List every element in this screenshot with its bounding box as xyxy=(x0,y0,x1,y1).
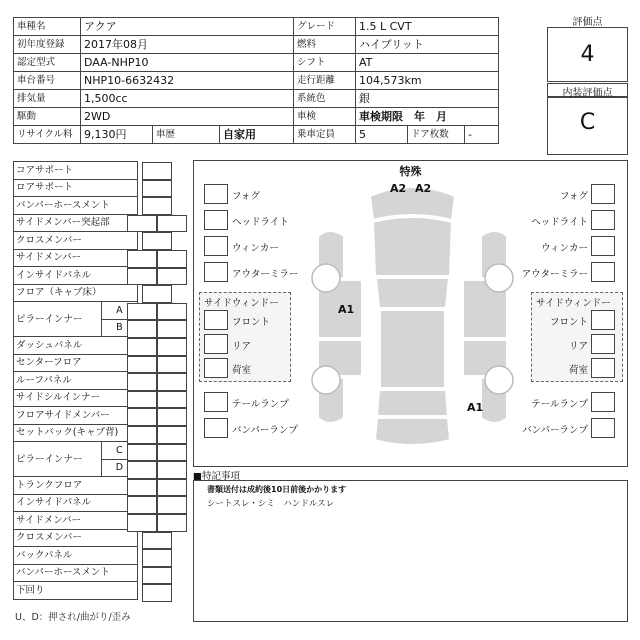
info-label: 燃料 xyxy=(294,36,356,54)
info-label: 走行距離 xyxy=(294,72,356,90)
part-check-box[interactable] xyxy=(142,180,172,198)
left-bottom-label: バンパーランプ xyxy=(232,425,298,436)
info-label: 車種名 xyxy=(14,18,81,36)
left-rear-wheel xyxy=(312,366,340,394)
part-check-box[interactable] xyxy=(157,496,187,514)
side-window-left-label: リア xyxy=(232,341,252,352)
info-row-last xyxy=(14,126,499,144)
windshield xyxy=(376,278,449,308)
info-value: 銀 xyxy=(356,90,499,108)
parts-row xyxy=(14,354,138,372)
right-item-label: フォグ xyxy=(559,191,588,202)
part-check-box[interactable] xyxy=(157,356,187,374)
info-row xyxy=(14,54,499,72)
side-window-right-label: フロント xyxy=(549,317,588,328)
part-check-box[interactable] xyxy=(127,303,157,321)
overall-score-label: 評価点 xyxy=(572,17,603,28)
right-check-box[interactable] xyxy=(591,184,615,204)
info-row xyxy=(14,108,499,126)
car-diagram xyxy=(300,178,525,453)
left-item-label: ウィンカー xyxy=(232,243,279,254)
part-check-box[interactable] xyxy=(157,338,187,356)
part-name: センターフロア xyxy=(14,354,138,372)
right-rear-wheel xyxy=(485,366,513,394)
right-bottom-label: テールランプ xyxy=(531,399,588,410)
part-check-box[interactable] xyxy=(127,356,157,374)
interior-score-label: 内装評価点 xyxy=(562,88,613,99)
info-row xyxy=(14,18,499,36)
part-name: フロア（キャブ床） xyxy=(14,284,138,302)
part-check-box[interactable] xyxy=(157,303,187,321)
left-front-wheel xyxy=(312,264,340,292)
info-row xyxy=(14,72,499,90)
part-check-box[interactable] xyxy=(127,215,157,233)
side-window-left-box[interactable] xyxy=(204,334,228,354)
part-check-box[interactable] xyxy=(157,391,187,409)
legend: U、D：押され/曲がり/歪み xyxy=(15,612,131,623)
part-check-box[interactable] xyxy=(127,514,157,532)
interior-score-value: C xyxy=(579,110,596,135)
front-bumper xyxy=(370,187,455,220)
damage-mark-left-door: A1 xyxy=(338,303,355,316)
info-label: 排気量 xyxy=(14,90,81,108)
part-check-box[interactable] xyxy=(127,373,157,391)
info-label: 車台番号 xyxy=(14,72,81,90)
parts-row xyxy=(14,197,138,215)
pillar-sub-label: A xyxy=(101,302,137,320)
part-name: セットバック(キャブ背) xyxy=(14,424,138,442)
right-bottom-box[interactable] xyxy=(591,392,615,412)
info-value: ハイブリット xyxy=(356,36,499,54)
parts-row xyxy=(14,512,138,530)
left-check-box[interactable] xyxy=(204,262,228,282)
right-check-box[interactable] xyxy=(591,262,615,282)
part-name: バックパネル xyxy=(14,547,138,565)
history-label: 車歴 xyxy=(153,126,220,143)
parts-row xyxy=(14,494,138,512)
right-front-wheel xyxy=(485,264,513,292)
parts-row xyxy=(14,564,138,582)
side-window-title-left: サイドウィンドー xyxy=(204,298,279,309)
part-check-box[interactable] xyxy=(127,408,157,426)
parts-row xyxy=(14,267,138,285)
parts-row xyxy=(14,389,138,407)
damage-mark-hood-right: A2 xyxy=(415,182,432,195)
damage-mark-hood-left: A2 xyxy=(390,182,407,195)
damage-mark-right-rear: A1 xyxy=(467,401,484,414)
left-item-label: アウターミラー xyxy=(232,269,299,280)
side-window-right-label: 荷室 xyxy=(568,365,588,376)
part-check-box[interactable] xyxy=(127,338,157,356)
part-name: コアサポート xyxy=(14,162,138,180)
info-value: DAA-NHP10 xyxy=(81,54,294,72)
left-bottom-box[interactable] xyxy=(204,392,228,412)
part-check-box[interactable] xyxy=(127,461,157,479)
pillar-sub-label: B xyxy=(101,319,137,337)
parts-row xyxy=(14,249,138,267)
right-item-label: ウィンカー xyxy=(541,243,588,254)
parts-row xyxy=(14,442,138,460)
left-bottom-label: テールランプ xyxy=(232,399,289,410)
part-check-box[interactable] xyxy=(127,444,157,462)
info-label: 車検 xyxy=(294,108,356,126)
part-check-box[interactable] xyxy=(127,250,157,268)
recycle-history-cell xyxy=(81,126,294,144)
info-label: 系統色 xyxy=(294,90,356,108)
right-check-box[interactable] xyxy=(591,210,615,230)
part-check-box[interactable] xyxy=(142,532,172,550)
parts-row xyxy=(14,372,138,390)
side-window-left-label: 荷室 xyxy=(232,365,252,376)
left-check-box[interactable] xyxy=(204,210,228,230)
overall-score-value: 4 xyxy=(580,42,595,67)
parts-row xyxy=(14,337,138,355)
info-value: 2WD xyxy=(81,108,294,126)
doors-label: ドア枚数 xyxy=(408,126,465,143)
part-check-box[interactable] xyxy=(142,549,172,567)
part-name: ダッシュパネル xyxy=(14,337,138,355)
left-bottom-box[interactable] xyxy=(204,418,228,438)
info-label: 駆動 xyxy=(14,108,81,126)
recycle-value: 9,130円 xyxy=(81,126,153,143)
part-check-box[interactable] xyxy=(142,567,172,585)
right-item-label: アウターミラー xyxy=(521,269,588,280)
part-name: インサイドパネル xyxy=(14,494,138,512)
part-check-box[interactable] xyxy=(157,215,187,233)
part-check-box[interactable] xyxy=(157,444,187,462)
side-window-left-box[interactable] xyxy=(204,358,228,378)
side-window-right-box[interactable] xyxy=(591,334,615,354)
side-window-right-box[interactable] xyxy=(591,358,615,378)
part-check-box[interactable] xyxy=(142,162,172,180)
part-name: トランクフロア xyxy=(14,477,138,495)
right-check-box[interactable] xyxy=(591,236,615,256)
diagram-title: 特殊 xyxy=(399,165,422,178)
info-value: AT xyxy=(356,54,499,72)
part-name: サイドメンバー xyxy=(14,512,138,530)
trunk xyxy=(375,418,450,445)
parts-row xyxy=(14,407,138,425)
part-check-box[interactable] xyxy=(157,514,187,532)
pillar-sub-label: C xyxy=(101,442,137,460)
side-window-right-box[interactable] xyxy=(591,310,615,330)
part-check-box[interactable] xyxy=(142,584,172,602)
seats-value: 5 xyxy=(356,126,408,143)
right-bottom-box[interactable] xyxy=(591,418,615,438)
part-name: サイドメンバー xyxy=(14,249,138,267)
info-value: 車検期限 年 月 xyxy=(356,108,499,126)
part-check-box[interactable] xyxy=(157,268,187,286)
side-window-title-right: サイドウィンドー xyxy=(536,298,611,309)
part-name: サイドシルインナー xyxy=(14,389,138,407)
part-check-box[interactable] xyxy=(157,250,187,268)
parts-row xyxy=(14,477,138,495)
notes-line-1: 書類送付は成約後10日前後かかります xyxy=(207,485,347,494)
info-value: アクア xyxy=(81,18,294,36)
part-name: ロアサポート xyxy=(14,179,138,197)
parts-row xyxy=(14,582,138,600)
left-item-label: フォグ xyxy=(232,191,261,202)
info-value: 2017年08月 xyxy=(81,36,294,54)
notes-title: ■特記事項 xyxy=(193,471,240,482)
part-name: クロスメンバー xyxy=(14,232,138,250)
parts-list xyxy=(13,161,138,600)
part-name: バンパーホースメント xyxy=(14,197,138,215)
parts-row xyxy=(14,424,138,442)
part-name: フロアサイドメンバー xyxy=(14,407,138,425)
info-value: 104,573km xyxy=(356,72,499,90)
left-item-label: ヘッドライト xyxy=(232,217,289,228)
part-check-box[interactable] xyxy=(127,426,157,444)
parts-row xyxy=(14,232,138,250)
part-check-box[interactable] xyxy=(127,320,157,338)
part-check-box[interactable] xyxy=(157,373,187,391)
side-window-left-label: フロント xyxy=(232,317,271,328)
parts-row xyxy=(14,179,138,197)
roof xyxy=(380,310,445,388)
part-check-box[interactable] xyxy=(142,285,172,303)
info-row xyxy=(14,90,499,108)
part-check-box[interactable] xyxy=(157,479,187,497)
right-item-label: ヘッドライト xyxy=(531,217,588,228)
info-row xyxy=(14,36,499,54)
part-name: サイドメンバー突起部 xyxy=(14,214,138,232)
doors-value: - xyxy=(468,127,472,141)
part-name: クロスメンバー xyxy=(14,529,138,547)
parts-row xyxy=(14,162,138,180)
history-value: 自家用 xyxy=(223,127,256,141)
notes-line-2: シートスレ・シミ ハンドルスレ xyxy=(207,499,335,509)
part-check-box[interactable] xyxy=(157,426,187,444)
part-check-box[interactable] xyxy=(127,268,157,286)
info-value: 1.5 L CVT xyxy=(356,18,499,36)
seats-label: 乗車定員 xyxy=(294,126,356,144)
part-name: 下回り xyxy=(14,582,138,600)
part-check-box[interactable] xyxy=(127,496,157,514)
pillar-sub-label: D xyxy=(101,459,137,477)
info-value: NHP10-6632432 xyxy=(81,72,294,90)
part-check-box[interactable] xyxy=(157,461,187,479)
info-label: シフト xyxy=(294,54,356,72)
part-name: バンパーホースメント xyxy=(14,564,138,582)
left-check-box[interactable] xyxy=(204,236,228,256)
info-label: 認定型式 xyxy=(14,54,81,72)
info-label: 初年度登録 xyxy=(14,36,81,54)
parts-row xyxy=(14,284,138,302)
vehicle-info-table xyxy=(13,17,499,144)
side-window-left-box[interactable] xyxy=(204,310,228,330)
part-check-box[interactable] xyxy=(127,479,157,497)
part-check-box[interactable] xyxy=(127,391,157,409)
side-window-right-label: リア xyxy=(568,341,588,352)
rear-window xyxy=(377,390,448,416)
info-label: グレード xyxy=(294,18,356,36)
part-check-box[interactable] xyxy=(142,232,172,250)
part-check-box[interactable] xyxy=(157,320,187,338)
parts-row xyxy=(14,547,138,565)
seats-doors-cell xyxy=(356,126,499,144)
part-name: ルーフパネル xyxy=(14,372,138,390)
recycle-label: リサイクル料 xyxy=(14,126,81,144)
part-name: ピラーインナー xyxy=(14,442,102,477)
part-check-box[interactable] xyxy=(142,197,172,215)
hood xyxy=(373,217,452,276)
right-bottom-label: バンパーランプ xyxy=(522,425,588,436)
parts-row xyxy=(14,214,138,232)
parts-row xyxy=(14,302,138,320)
info-value: 1,500cc xyxy=(81,90,294,108)
part-name: ピラーインナー xyxy=(14,302,102,337)
part-check-box[interactable] xyxy=(157,408,187,426)
left-check-box[interactable] xyxy=(204,184,228,204)
parts-row xyxy=(14,529,138,547)
part-name: インサイドパネル xyxy=(14,267,138,285)
